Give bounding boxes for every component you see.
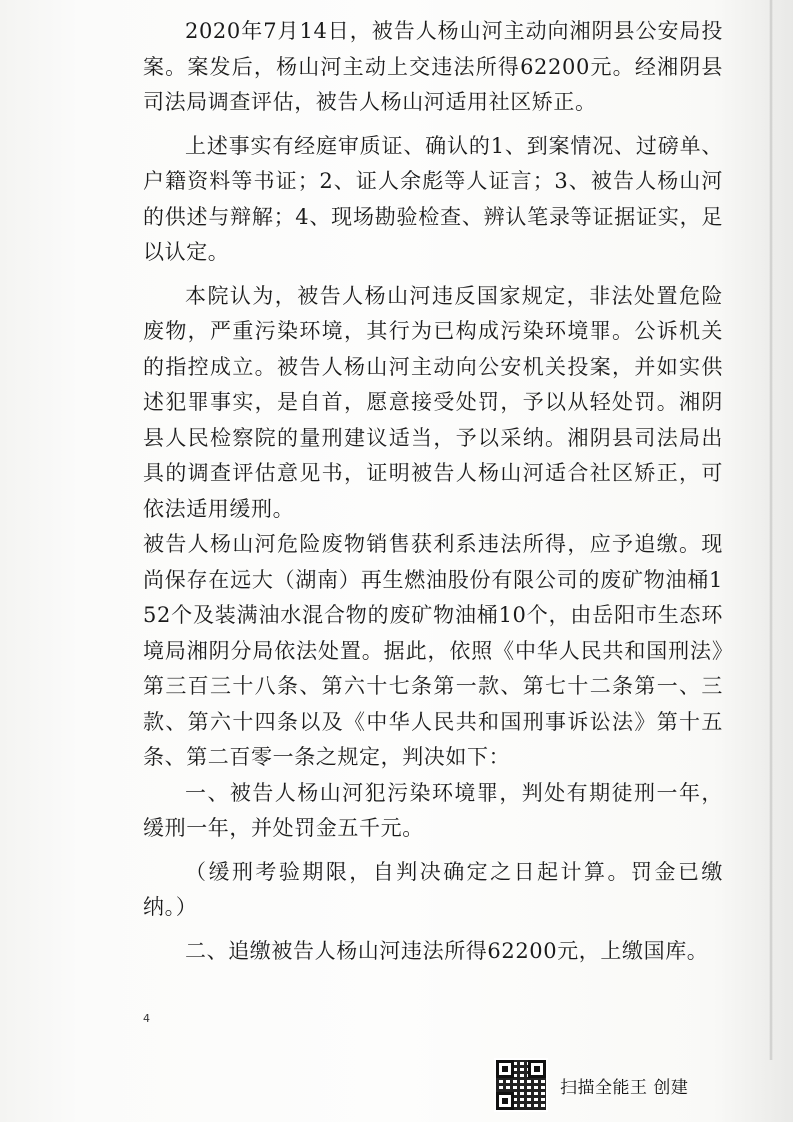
scanner-watermark xyxy=(494,1058,688,1112)
paragraph-surrender-facts: 2020年7月14日，被告人杨山河主动向湘阴县公安局投案。案发后，杨山河主动上交违法所得62200元。经湘阴县司法局调查评估，被告人杨山河适用社区矫正。 xyxy=(143,19,723,114)
paragraph-court-opinion: 本院认为，被告人杨山河违反国家规定，非法处置危险废物，严重污染环境，其行为已构成污染环境罪。公诉机关的指控成立。被告人杨山河主动向公安机关投案，并如实供述犯罪事实，是自首，愿意接受处罚，予以从轻处罚。湘阴县人民检察院的量刑建议适当，予以采纳。湘阴县司法局出具的调查评估意见书，证明被告人杨山河适合社区矫正，可依法适用缓刑。 xyxy=(143,283,723,521)
paragraph-probation-note: （缓刑考验期限，自判决确定之日起计算。罚金已缴纳。） xyxy=(143,859,723,919)
paragraph-verdict-two: 二、追缴被告人杨山河违法所得62200元，上缴国库。 xyxy=(185,938,709,963)
document-body xyxy=(143,14,723,969)
page-edge-shadow xyxy=(769,0,773,1060)
scanner-label: 扫描全能王 创建 xyxy=(560,1077,689,1098)
paragraph-verdict-one: 一、被告人杨山河犯污染环境罪，判处有期徒刑一年，缓刑一年，并处罚金五千元。 xyxy=(143,780,723,840)
paragraph-illegal-gains: 被告人杨山河危险废物销售获利系违法所得，应予追缴。现尚保存在远大（湖南）再生燃油股份有限公司的废矿物油桶152个及装满油水混合物的废矿物油桶10个，由岳阳市生态环境局湘阴分局依法处置。据此，依照《中华人民共和国刑法》第三百三十八条、第六十七条第一款、第七十二条第一、三款、第六十四条以及《中华人民共和国刑事诉讼法》第十五条、第二百零一条之规定，判决如下： xyxy=(143,532,723,769)
qr-code-icon xyxy=(494,1058,548,1112)
paragraph-evidence: 上述事实有经庭审质证、确认的1、到案情况、过磅单、户籍资料等书证；2、证人余彪等人证言；3、被告人杨山河的供述与辩解；4、现场勘验检查、辨认笔录等证据证实，足以认定。 xyxy=(143,133,723,264)
page-number: 4 xyxy=(143,1012,150,1025)
